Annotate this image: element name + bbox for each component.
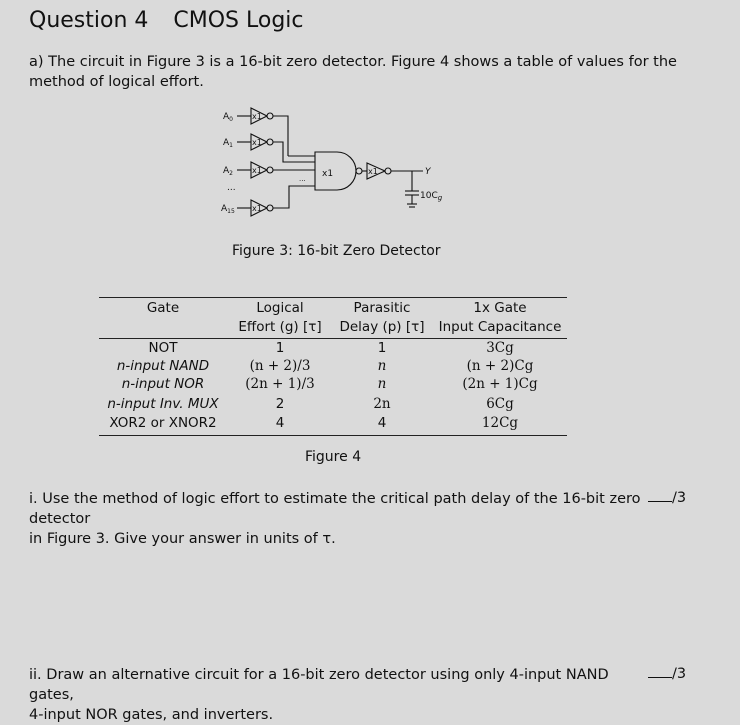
header-cap-1: 1x Gate	[473, 300, 527, 316]
row-1-capacitance: 3Cg	[486, 340, 514, 356]
buffer-size-a0: x1	[252, 112, 262, 121]
row-4-gate: n-input Inv. MUX	[107, 396, 219, 412]
table-bottom-rule	[99, 435, 567, 436]
row-5-capacitance: 12Cg	[481, 415, 519, 431]
nand-size-label: x1	[322, 169, 334, 179]
table-top-rule	[99, 297, 567, 298]
input-ellipsis: ...	[227, 183, 236, 193]
question-ii-line-2: 4-input NOR gates, and inverters.	[29, 707, 274, 723]
row-3-effort: (2n + 1)/3	[245, 376, 315, 392]
question-i-text	[29, 489, 649, 549]
load-label: $10C_g$	[420, 191, 443, 202]
header-logical-1: Logical	[256, 300, 304, 316]
part-a-text	[29, 52, 677, 92]
header-logical-2: Effort (g) [τ]	[238, 319, 322, 335]
question-i-mark-total: /3	[672, 490, 687, 506]
input-inverter-a0	[237, 108, 288, 156]
row-5-effort: 4	[275, 415, 285, 431]
row-1-effort: 1	[275, 340, 285, 356]
question-number: Question 4	[29, 8, 149, 33]
row-4-effort: 2	[275, 396, 285, 412]
row-5-gate: XOR2 or XNOR2	[109, 415, 217, 431]
question-i-line-2: in Figure 3. Give your answer in units of τ.	[29, 531, 336, 547]
question-heading	[29, 8, 322, 33]
row-4-capacitance: 6Cg	[486, 396, 514, 412]
input-label-a1: $A_1$	[223, 138, 233, 149]
input-inverter-a1	[237, 134, 315, 162]
header-gate: Gate	[146, 300, 180, 316]
row-2-parasitic: n	[377, 358, 387, 374]
row-4-parasitic: 2n	[373, 396, 391, 412]
question-topic: CMOS Logic	[173, 8, 304, 33]
header-cap-2: Input Capacitance	[438, 319, 562, 335]
header-parasitic-2: Delay (p) [τ]	[339, 319, 425, 335]
row-1-parasitic: 1	[377, 340, 387, 356]
row-2-gate: n-input NAND	[116, 358, 210, 374]
inverter-size-label: x1	[368, 167, 378, 176]
row-3-capacitance: (2n + 1)Cg	[462, 376, 538, 392]
row-3-gate: n-input NOR	[121, 376, 205, 392]
wire-ellipsis: ...	[299, 175, 306, 183]
part-a-line-2: method of logical effort.	[29, 74, 204, 90]
row-3-parasitic: n	[377, 376, 387, 392]
row-2-capacitance: (n + 2)Cg	[466, 358, 534, 374]
row-1-gate: NOT	[148, 340, 178, 356]
input-label-a2: $A_2$	[223, 166, 233, 177]
row-5-parasitic: 4	[377, 415, 387, 431]
buffer-size-a15: x1	[252, 204, 262, 213]
figure-3-circuit	[215, 100, 455, 230]
row-2-effort: (n + 2)/3	[249, 358, 311, 374]
input-inverter-a15	[237, 186, 315, 216]
question-ii-line-1: ii. Draw an alternative circuit for a 16-bit zero detector using only 4-input NAND gates,	[29, 667, 609, 703]
question-i-score-blank[interactable]	[648, 489, 672, 502]
buffer-size-a1: x1	[252, 138, 262, 147]
input-label-a15: $A_{15}$	[221, 204, 235, 215]
header-parasitic-1: Parasitic	[353, 300, 411, 316]
part-a-line-1: a) The circuit in Figure 3 is a 16-bit zero detector. Figure 4 shows a table of values for the	[29, 54, 677, 70]
figure-3-caption: Figure 3: 16-bit Zero Detector	[232, 243, 441, 259]
question-i-marks	[648, 489, 686, 506]
question-ii-mark-total: /3	[672, 666, 687, 682]
buffer-size-a2: x1	[252, 166, 262, 175]
question-ii-text	[29, 665, 649, 725]
table-header-rule	[99, 338, 567, 339]
question-ii-score-blank[interactable]	[648, 665, 672, 678]
question-i-line-1: i. Use the method of logic effort to estimate the critical path delay of the 16-bit zero detector	[29, 491, 641, 527]
output-label-y: Y	[425, 167, 431, 177]
input-label-a0: $A_0$	[223, 112, 233, 123]
question-ii-marks	[648, 665, 686, 682]
figure-4-caption: Figure 4	[305, 449, 362, 465]
